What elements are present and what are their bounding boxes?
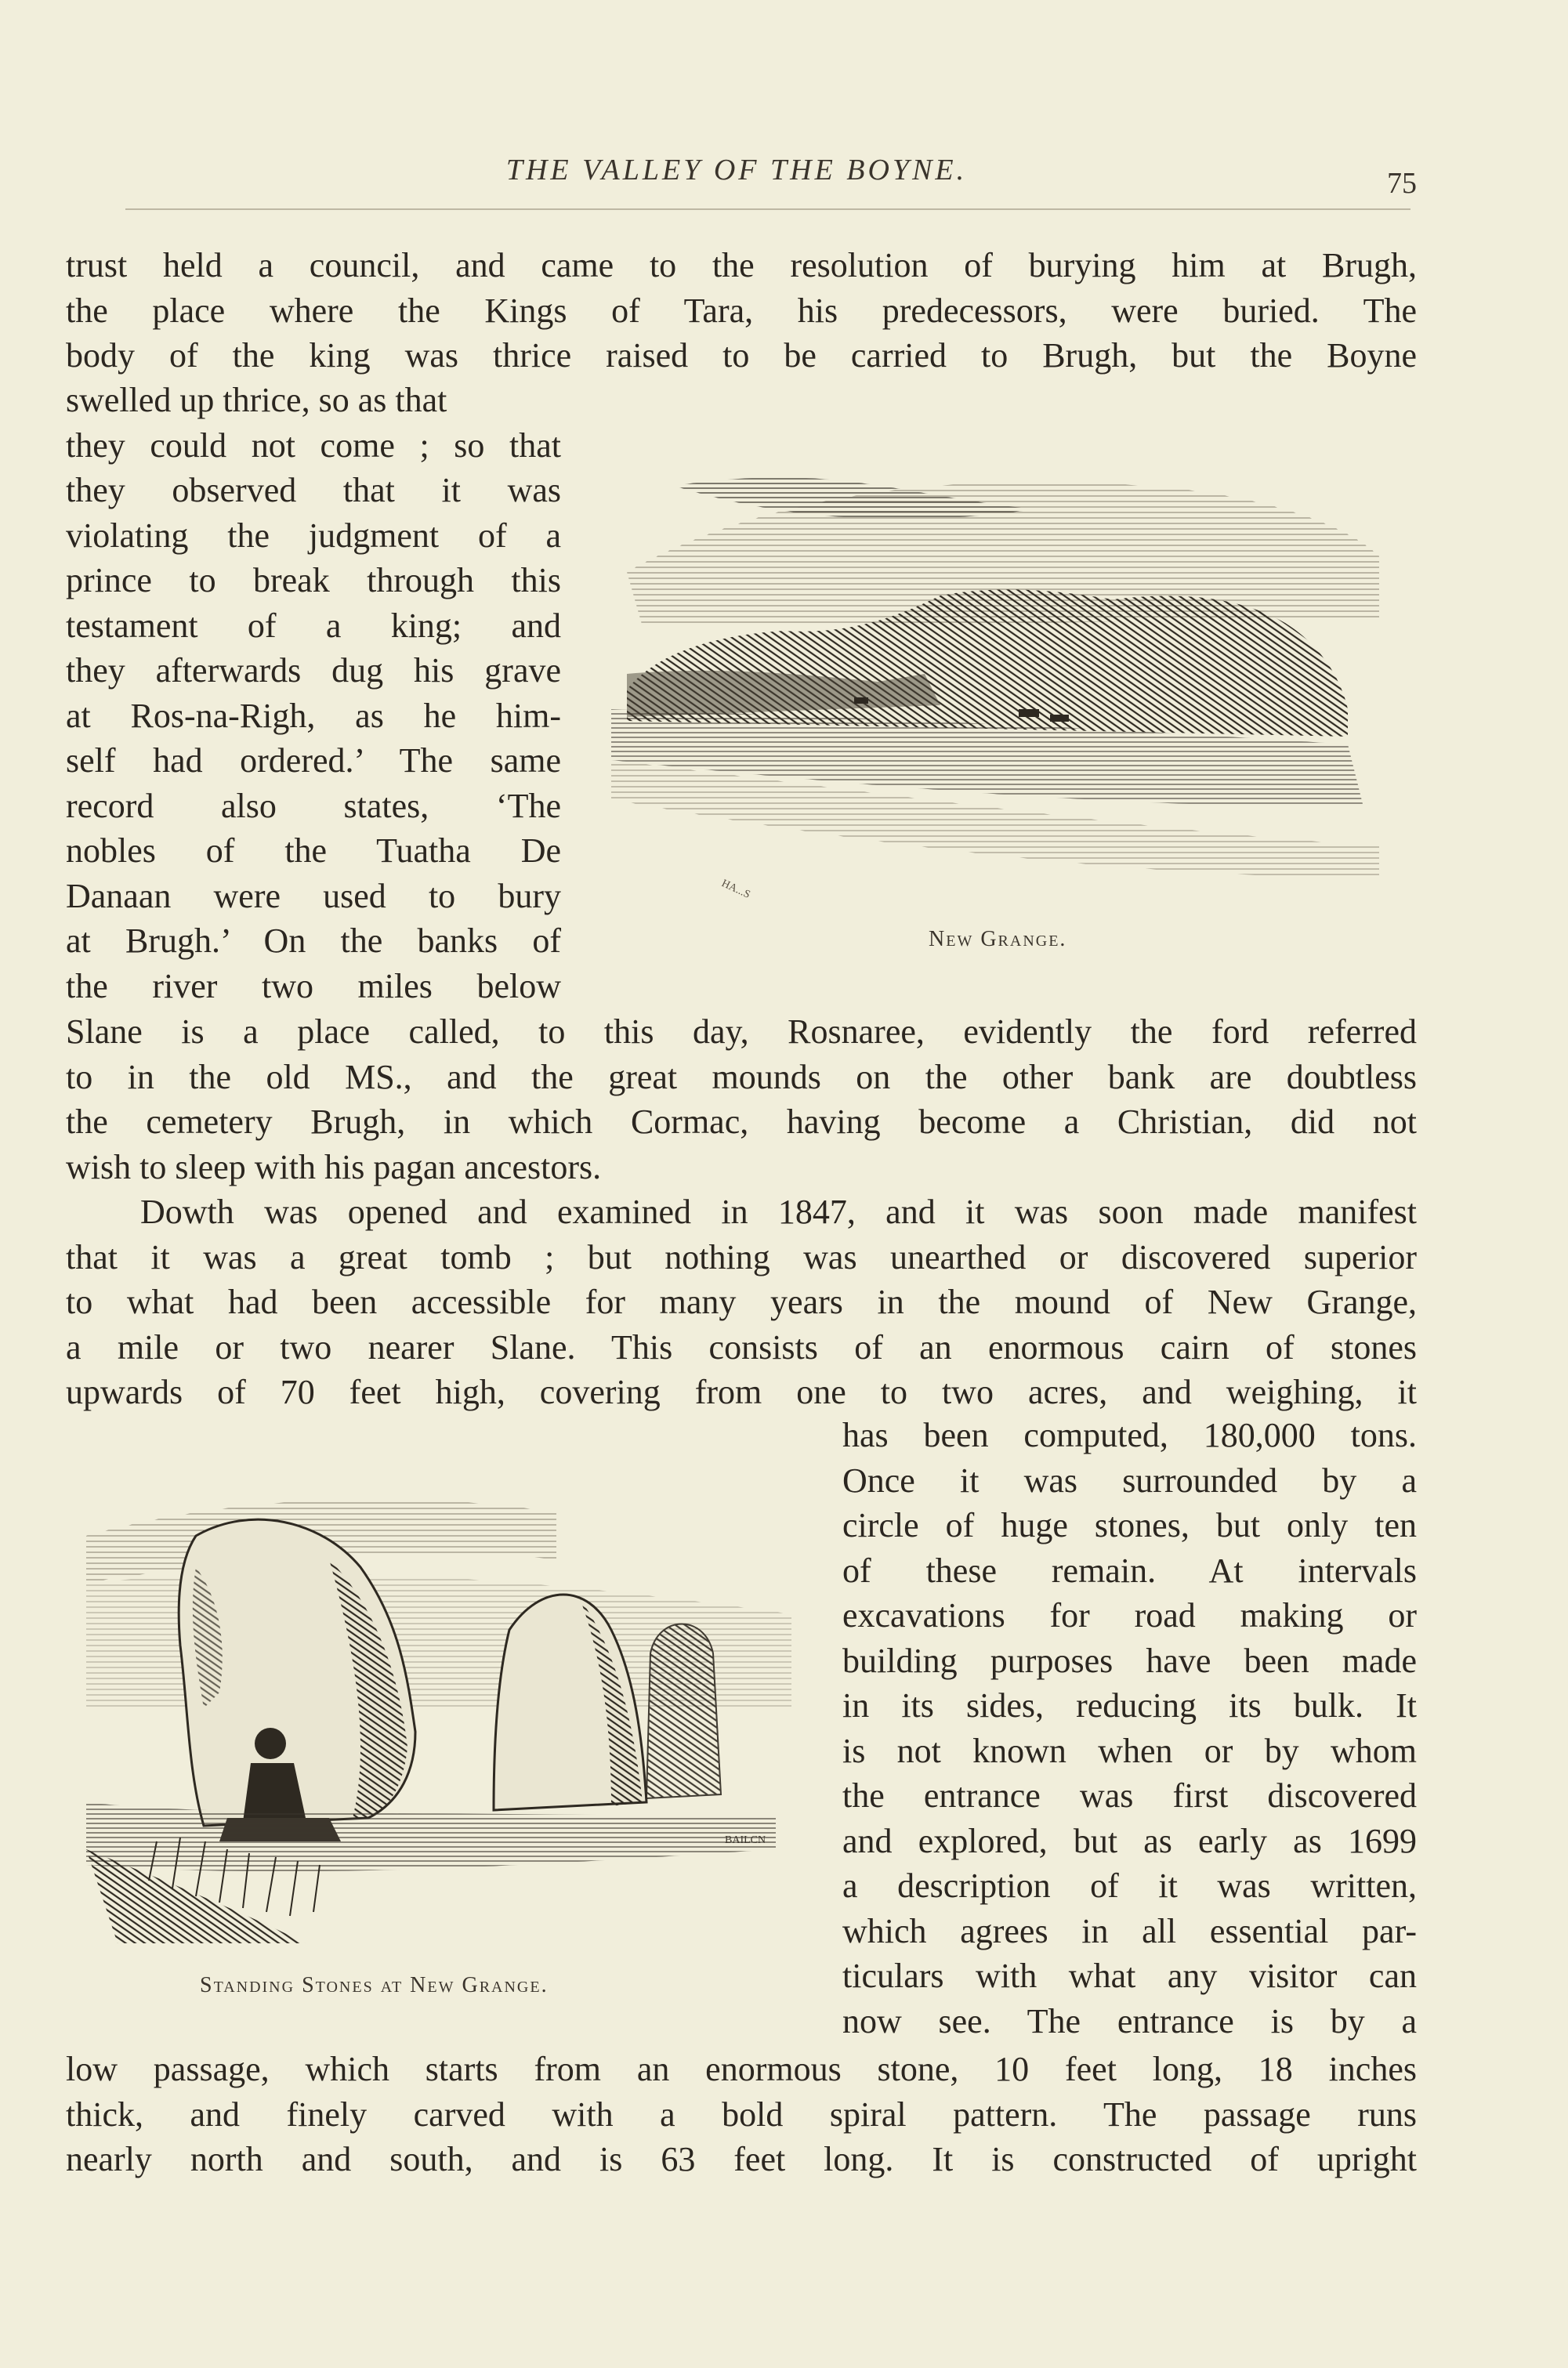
text-line: swelled up thrice, so as that <box>66 381 447 419</box>
text-line: record also states, ‘The <box>66 786 561 825</box>
text-line: upwards of 70 feet high, covering from one to two acres, and weighing, it <box>66 1373 1417 1411</box>
text-line: violating the judgment of a <box>66 516 561 555</box>
text-line: Danaan were used to bury <box>66 876 561 915</box>
text-line: self had ordered.’ The same <box>66 741 561 780</box>
text-line: the place where the Kings of Tara, his predecessors, were buried. The <box>66 291 1417 330</box>
text-line: low passage, which starts from an enormous stone, 10 feet long, 18 inches <box>66 2050 1417 2088</box>
text-line: building purposes have been made <box>842 1641 1417 1680</box>
figure-caption-new-grange: New Grange. <box>929 927 1067 951</box>
text-line: of these remain. At intervals <box>842 1551 1417 1590</box>
text-line: ticulars with what any visitor can <box>842 1957 1417 1995</box>
text-line: a description of it was written, <box>842 1867 1417 1905</box>
text-line: which agrees in all essential par- <box>842 1911 1417 1950</box>
text-line: to in the old MS., and the great mounds on the other bank are doubtless <box>66 1057 1417 1096</box>
text-line: and explored, but as early as 1699 <box>842 1821 1417 1860</box>
text-line: the entrance was first discovered <box>842 1776 1417 1815</box>
text-line: the river two miles below <box>66 966 561 1005</box>
text-line: has been computed, 180,000 tons. <box>842 1416 1417 1454</box>
text-line: nearly north and south, and is 63 feet long. It is constructed of upright <box>66 2140 1417 2178</box>
text-line: Dowth was opened and examined in 1847, and it was soon made manifest <box>140 1193 1417 1231</box>
text-block-full-bottom <box>66 2047 1417 2182</box>
text-block-left-column <box>66 378 561 1008</box>
text-line: a mile or two nearer Slane. This consists of an enormous cairn of stones <box>66 1327 1417 1367</box>
text-line: they afterwards dug his grave <box>66 651 561 690</box>
text-line: excavations for road making or <box>842 1596 1417 1635</box>
text-line: Slane is a place called, to this day, Rosnaree, evidently the ford referred <box>66 1012 1417 1051</box>
text-block-full-middle <box>66 1009 1417 1415</box>
text-line: in its sides, reducing its bulk. It <box>842 1686 1417 1725</box>
text-line: prince to break through this <box>66 561 561 599</box>
header-rule <box>125 208 1410 210</box>
engraver-signature: BAILCN <box>725 1834 766 1846</box>
figure-caption-standing-stones: Standing Stones at New Grange. <box>200 1973 549 1997</box>
text-line: body of the king was thrice raised to be carried to Brugh, but the Boyne <box>66 336 1417 375</box>
text-line: at Brugh.’ On the banks of <box>66 921 561 960</box>
text-line: is not known when or by whom <box>842 1731 1417 1770</box>
text-line: thick, and finely carved with a bold spiral pattern. The passage runs <box>66 2095 1417 2134</box>
text-line: nobles of the Tuatha De <box>66 831 561 870</box>
text-line: Once it was surrounded by a <box>842 1461 1417 1500</box>
text-block-right-column <box>842 1413 1417 2044</box>
standing-stones-engraving <box>71 1473 815 1959</box>
page-number: 75 <box>1387 167 1417 200</box>
text-block-full-top <box>66 243 1417 378</box>
engraver-signature: HA...S <box>719 878 752 901</box>
text-line: that it was a great tomb ; but nothing was unearthed or discovered superior <box>66 1237 1417 1276</box>
text-line: they could not come ; so that <box>66 425 561 465</box>
running-title: THE VALLEY OF THE BOYNE. <box>505 154 968 186</box>
new-grange-engraving <box>596 439 1410 917</box>
text-line: circle of huge stones, but only ten <box>842 1506 1417 1544</box>
text-line: at Ros-na-Righ, as he him- <box>66 696 561 735</box>
text-line: trust held a council, and came to the resolution of burying him at Brugh, <box>66 246 1417 284</box>
text-line: to what had been accessible for many years in the mound of New Grange, <box>66 1283 1417 1321</box>
text-line: they observed that it was <box>66 471 561 509</box>
text-line: now see. The entrance is by a <box>842 2001 1417 2040</box>
text-line: the cemetery Brugh, in which Cormac, having become a Christian, did not <box>66 1103 1417 1141</box>
text-line: wish to sleep with his pagan ancestors. <box>66 1147 602 1186</box>
text-line: testament of a king; and <box>66 606 561 645</box>
